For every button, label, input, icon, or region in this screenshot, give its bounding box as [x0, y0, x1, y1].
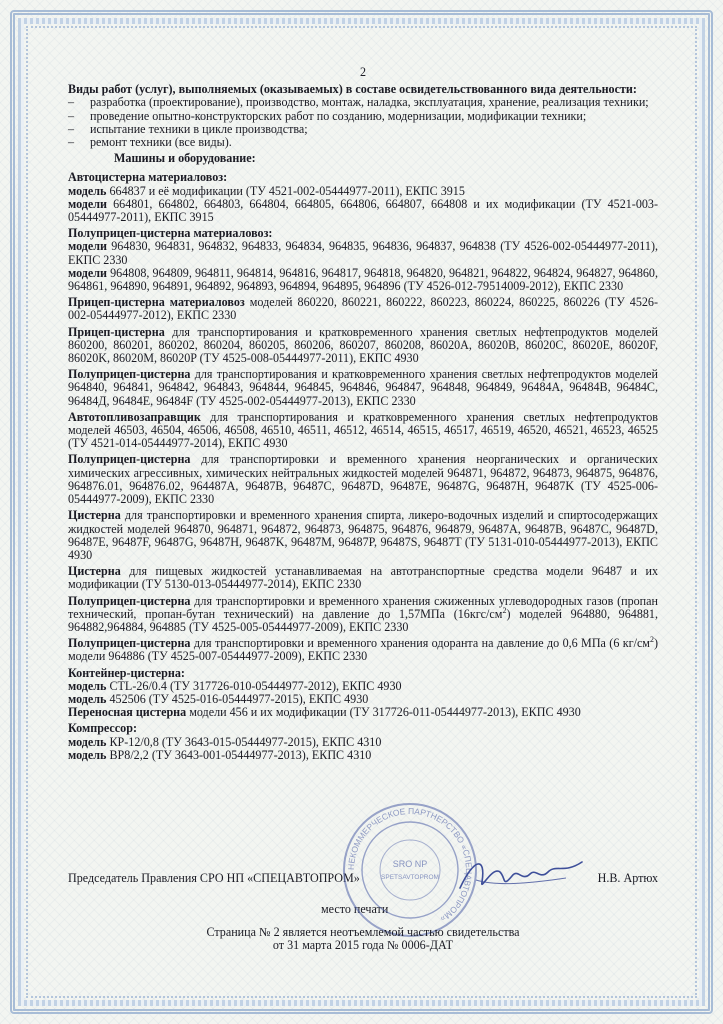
entry-label: модель	[68, 678, 107, 693]
entry-text: для транспортировки и временного хранения спирта, ликеро-водочных изделий и спиртосодержащих жидкостей моделей 964870, 964871, 964872, 964873, 964875, 964876, 964879, 96487A, 96487B, 96487C, 96487D, 96487E, 96487F, 96487G, 96487H, 96487K, 96487M, 96487P, 96487S, 96487T (ТУ 5131-010-05444977-2013), ЕКПС 4930	[68, 508, 658, 562]
work-types-heading: Виды работ (услуг), выполняемых (оказываемых) в составе освидетельствованного вида деятельности:	[68, 82, 637, 97]
entry-label: модель	[68, 747, 107, 762]
entry-text: КР-12/0,8 (ТУ 3643-015-05444977-2015), ЕКПС 4310	[106, 734, 382, 749]
entry-label: Полуприцеп-цистерна материаловоз:	[68, 226, 273, 241]
work-type-text: испытание техники в цикле производства;	[90, 121, 308, 136]
entry-text: моделей 860220, 860221, 860222, 860223, 860224, 860225, 860226 (ТУ 4526-002-05444977-2012), ЕКПС 2330	[68, 295, 658, 323]
entry-text: модели 456 и их модификации (ТУ 317726-011-05444977-2013), ЕКПС 4930	[186, 705, 581, 720]
entry-text: для транспортировки и временного хранения одоранта на давление до 0,6 МПа (6 кг/см	[190, 636, 650, 651]
entry-text: ВР8/2,2 (ТУ 3643-001-05444977-2013), ЕКПС 4310	[106, 747, 372, 762]
document-body	[68, 66, 658, 765]
entry-label: Цистерна	[68, 564, 121, 579]
signatory-name: Н.В. Артюх	[597, 871, 658, 885]
entry-label: Полуприцеп-цистерна	[68, 367, 191, 382]
list-dash: –	[68, 135, 75, 150]
entry-text: 664801, 664802, 664803, 664804, 664805, 664806, 664807, 664808 и их модификации (ТУ 4521-003-05444977-2011), ЕКПС 3915	[68, 196, 658, 225]
entry-label: модели	[68, 196, 108, 211]
entry-text: 664837 и её модификации (ТУ 4521-002-05444977-2011), ЕКПС 3915	[106, 183, 465, 198]
stamp-center-top: SRO NP	[392, 859, 428, 869]
entry-label: Компрессор:	[68, 721, 137, 736]
entry-label: Полуприцеп-цистерна	[68, 593, 191, 608]
equipment-entry	[68, 198, 658, 224]
entry-text: для транспортировки и временного хранения неорганических и органических химических агрессивных, химических нейтральных жидкостей моделей 964871, 964872, 964873, 964875, 964876, 964876.01, 964876.02, 964487A, 96487B, 96487C, 96487D, 96487E, 96487G, 96487H, 96487K (ТУ 4525-006-05444977-2009), ЕКПС 2330	[68, 452, 658, 507]
seal-place-label: место печати	[321, 902, 389, 916]
list-dash: –	[68, 121, 75, 136]
equipment-entry	[68, 326, 658, 366]
entry-label: Контейнер-цистерна:	[68, 665, 185, 680]
entry-label: Автоцистерна материаловоз:	[68, 170, 228, 185]
page-footer	[68, 926, 658, 952]
equipment-entry	[68, 296, 658, 322]
entry-label: модель	[68, 183, 107, 198]
entry-label: Цистерна	[68, 508, 121, 523]
entry-label: модель	[68, 691, 107, 706]
entry-text: для транспортирования и кратковременного хранения светлых нефтепродуктов моделей 964840, 964841, 964842, 964843, 964844, 964845, 964846, 964847, 964848, 964849, 96484A, 96484B, 96484C, 96484Д, 96484E, 96484F (ТУ 4525-002-05444977-2013), ЕКПС 2330	[68, 367, 658, 408]
equipment-entry	[68, 595, 658, 635]
entry-label: модели	[68, 265, 108, 280]
equipment-entry	[68, 565, 658, 591]
page-number: 2	[359, 65, 367, 79]
stamp-ring-text: НЕКОММЕРЧЕСКОЕ ПАРТНЕРСТВО «СПЕЦАВТОПРОМ»	[345, 805, 475, 925]
entry-text-continued: ) модели 964886 (ТУ 4525-007-05444977-2009), ЕКПС 2330	[68, 636, 658, 664]
list-dash: –	[68, 108, 75, 123]
section-title: Машины и оборудование:	[114, 151, 256, 166]
entry-label: Переносная цистерна	[68, 705, 187, 720]
entry-text: для пищевых жидкостей устанавливаемая на автотранспортные средства модели 96487 и их модификации (ТУ 5130-013-05444977-2014), ЕКПС 2330	[68, 564, 658, 592]
footer-line-1: Страница № 2 является неотъемлемой частью свидетельства	[206, 925, 520, 939]
work-type-item	[68, 136, 658, 149]
entry-text: 452506 (ТУ 4525-016-05444977-2015), ЕКПС 4930	[106, 691, 369, 706]
equipment-entry	[68, 706, 658, 719]
entry-text: 964830, 964831, 964832, 964833, 964834, 964835, 964836, 964837, 964838 (ТУ 4526-002-05444977-2011), ЕКПС 2330	[68, 239, 658, 267]
entry-label: Прицеп-цистерна материаловоз	[68, 295, 245, 310]
entry-label: Полуприцеп-цистерна	[68, 636, 191, 651]
superscript: 2	[649, 635, 654, 645]
equipment-entry	[68, 749, 658, 762]
equipment-entry	[68, 240, 658, 266]
entry-label: Полуприцеп-цистерна	[68, 452, 191, 467]
footer-line-2: от 31 марта 2015 года № 0006-ДАТ	[272, 938, 454, 953]
signatory-position: Председатель Правления СРО НП «СПЕЦАВТОПРОМ»	[68, 871, 360, 885]
equipment-list	[68, 171, 658, 762]
equipment-entry	[68, 411, 658, 451]
entry-label: модель	[68, 734, 107, 749]
equipment-entry	[68, 267, 658, 293]
entry-text: CTL-26/0.4 (ТУ 317726-010-05444977-2012), ЕКПС 4930	[106, 678, 402, 693]
work-type-text: проведение опытно-конструкторских работ по созданию, модернизации, модификации техники;	[90, 108, 587, 123]
list-dash: –	[68, 95, 75, 110]
entry-text: 964808, 964809, 964811, 964814, 964816, 964817, 964818, 964820, 964821, 964822, 964824, 964827, 964860, 964861, 964890, 964891, 964892, 964893, 964894, 964895, 964896 (ТУ 4526-012-79514009-2012), ЕКПС 2330	[68, 265, 658, 294]
entry-label: модели	[68, 239, 108, 254]
equipment-entry	[68, 453, 658, 506]
entry-text: для транспортирования и кратковременного хранения светлых нефтепродуктов моделей 46503, 46504, 46506, 46508, 46510, 46511, 46512, 46514, 46515, 46517, 46519, 46520, 46521, 46523, 46525 (ТУ 4521-014-05444977-2014), ЕКПС 4930	[68, 409, 658, 451]
entry-text: для транспортирования и кратковременного хранения светлых нефтепродуктов моделей 860200, 860201, 860202, 860204, 860205, 860206, 860207, 860208, 86020A, 86020B, 86020C, 86020E, 86020F, 86020K, 86020M, 86020P (ТУ 4525-008-05444977-2011), ЕКПС 4930	[68, 324, 658, 366]
equipment-entry	[68, 368, 658, 408]
superscript: 2	[502, 605, 507, 615]
work-types-list	[68, 96, 658, 149]
stamp-center-bottom: SPETSAVTOPROM	[381, 874, 439, 881]
work-type-text: ремонт техники (все виды).	[90, 135, 232, 150]
entry-label: Автотопливозаправщик	[68, 409, 201, 424]
work-type-text: разработка (проектирование), производство, монтаж, наладка, эксплуатация, хранение, реализация техники;	[90, 95, 649, 110]
entry-label: Прицеп-цистерна	[68, 324, 165, 339]
entry-text: для транспортировки и временного хранения сжиженных углеводородных газов (пропан технический, пропан-бутан технический) на давление до 1,57МПа (16кгс/см	[68, 593, 658, 621]
entry-text-continued: ) моделей 964880, 964881, 964882,964884, 964885 (ТУ 4525-005-05444977-2009), ЕКПС 2330	[68, 606, 658, 634]
equipment-entry	[68, 637, 658, 663]
handwritten-signature	[456, 852, 586, 898]
equipment-entry	[68, 509, 658, 562]
